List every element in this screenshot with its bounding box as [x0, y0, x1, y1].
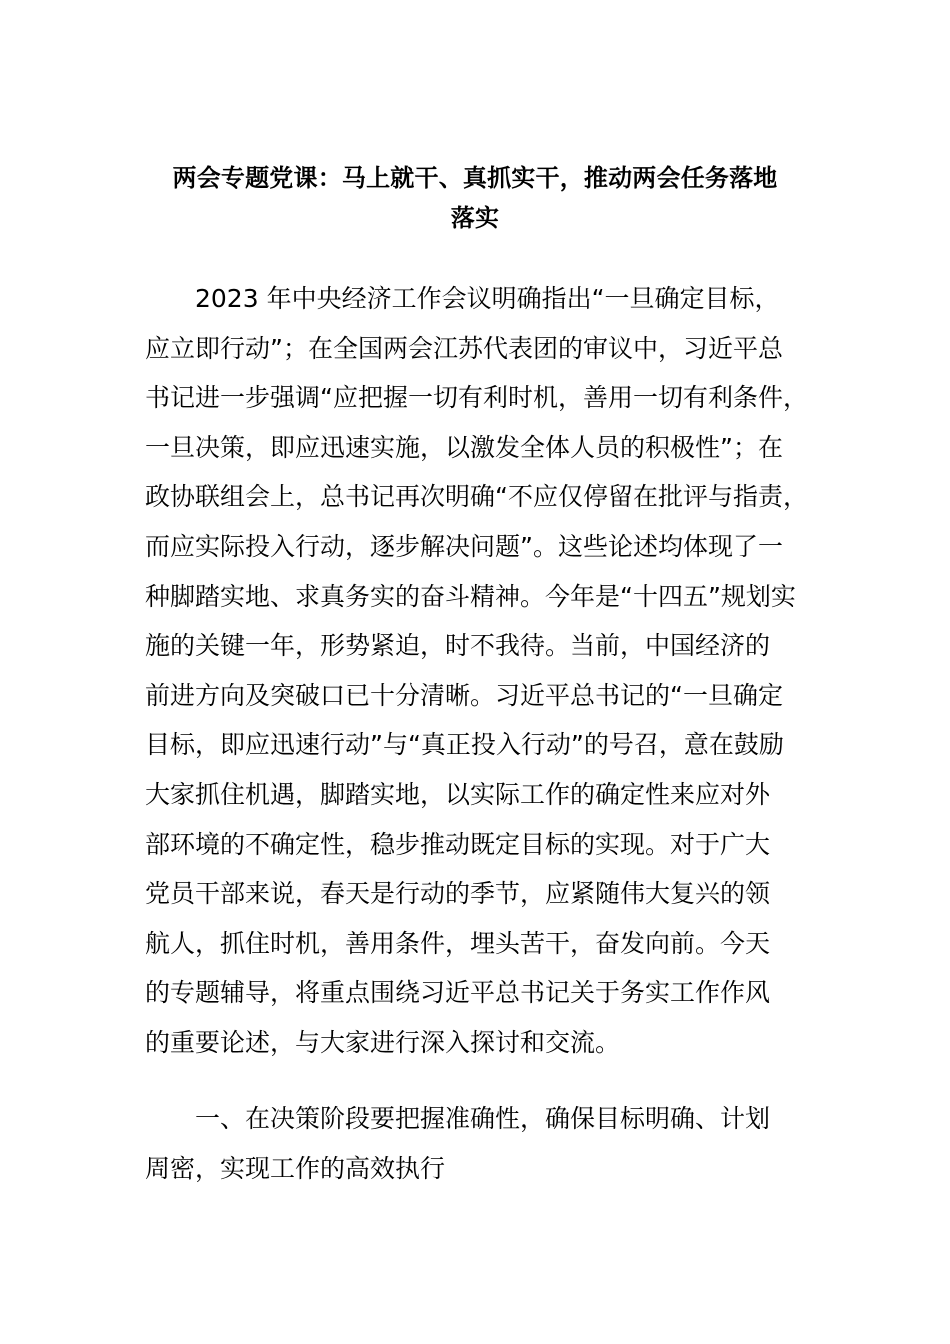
title-line: 两会专题党课：马上就干、真抓实干，推动两会任务落地 — [172, 164, 778, 192]
paragraph-line: 大家抓住机遇，脚踏实地，以实际工作的确定性来应对外 — [145, 779, 771, 809]
paragraph-line: 前进方向及突破口已十分清晰。习近平总书记的“一旦确定 — [145, 680, 783, 710]
paragraph-line: 2023 年中央经济工作会议明确指出“一旦确定目标， — [145, 284, 780, 313]
paragraph-line: 的重要论述，与大家进行深入探讨和交流。 — [145, 1027, 621, 1057]
paragraph-line: 航人，抓住时机，善用条件，埋头苦干，奋发向前。今天 — [145, 928, 771, 958]
section-heading-1 — [145, 1094, 825, 1193]
document-title — [140, 158, 810, 238]
paragraph-line: 的专题辅导，将重点围绕习近平总书记关于务实工作作风 — [145, 978, 771, 1008]
heading-line: 周密，实现工作的高效执行 — [145, 1153, 446, 1183]
paragraph-line: 应立即行动”；在全国两会江苏代表团的审议中，习近平总 — [145, 333, 783, 363]
title-line: 落实 — [450, 204, 500, 232]
paragraph-line: 目标，即应迅速行动”与“真正投入行动”的号召，意在鼓励 — [145, 730, 784, 760]
paragraph-line: 书记进一步强调“应把握一切有利时机，善用一切有利条件， — [145, 383, 808, 413]
intro-paragraph — [145, 274, 825, 1068]
paragraph-line: 而应实际投入行动，逐步解决问题”。这些论述均体现了一 — [145, 531, 783, 561]
heading-line: 一、在决策阶段要把握准确性，确保目标明确、计划 — [145, 1104, 771, 1133]
paragraph-line: 部环境的不确定性，稳步推动既定目标的实现。对于广大 — [145, 829, 771, 859]
paragraph-line: 政协联组会上，总书记再次明确“不应仅停留在批评与指责， — [145, 482, 808, 512]
paragraph-line: 种脚踏实地、求真务实的奋斗精神。今年是“十四五”规划实 — [145, 581, 796, 611]
paragraph-line: 一旦决策，即应迅速实施，以激发全体人员的积极性”；在 — [145, 432, 783, 462]
paragraph-line: 施的关键一年，形势紧迫，时不我待。当前，中国经济的 — [145, 631, 771, 661]
paragraph-line: 党员干部来说，春天是行动的季节，应紧随伟大复兴的领 — [145, 879, 771, 909]
